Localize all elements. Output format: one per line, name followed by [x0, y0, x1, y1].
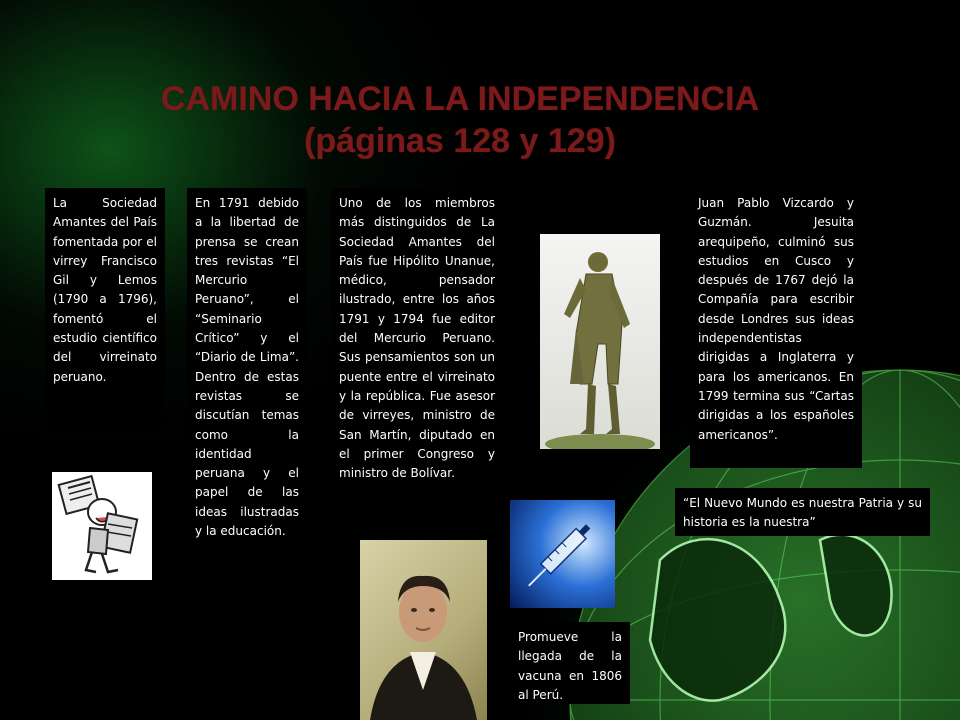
title-line-1: CAMINO HACIA LA INDEPENDENCIA [160, 80, 760, 118]
vaccine-image [510, 500, 615, 608]
syringe-icon [510, 500, 615, 608]
quote-box: “El Nuevo Mundo es nuestra Patria y su historia es la nuestra” [675, 488, 930, 536]
title-line-2: (páginas 128 y 129) [304, 122, 616, 160]
text-box-unanue: Uno de los miembros más distinguidos de La Sociedad Amantes del País fue Hipólito Unanue, médico, pensador ilustrado, entre los años 1791 y 1794 fue editor del Mercurio Peruano. Sus pensamientos son un puente entre el virreinato y la república. Fue asesor de virreyes, ministro de San Martín, diputado en el primer Congreso y ministro de Bolívar. [331, 188, 503, 524]
portrait-image [360, 540, 487, 720]
text-box-vizcardo: Juan Pablo Vizcardo y Guzmán. Jesuita arequipeño, culminó sus estudios en Cusco y después de 1767 dejó la Compañía para escribir desde Londres sus ideas independentistas dirigidas a Inglaterra y para los americanos. En 1799 termina sus “Cartas dirigidas a los españoles americanos”. [690, 188, 862, 468]
statue-image [540, 234, 660, 449]
newspaper-reader-image [52, 472, 152, 580]
text-box-vacuna: Promueve la llegada de la vacuna en 1806 al Perú. [510, 622, 630, 704]
newspaper-reader-icon [52, 472, 152, 580]
portrait-unanue [360, 540, 487, 720]
text-box-sociedad: La Sociedad Amantes del País fomentada por el virrey Francisco Gil y Lemos (1790 a 1796), fomentó el estudio científico del virreinato peruano. [45, 188, 165, 430]
text-box-prensa: En 1791 debido a la libertad de prensa se crean tres revistas “El Mercurio Peruano”, el “Seminario Crítico” y el “Diario de Lima”. Dentro de estas revistas se discutían temas como la identidad peruana y el papel de las ideas ilustradas y la educación. [187, 188, 307, 579]
statue-figure [540, 234, 660, 449]
slide-title [0, 78, 920, 162]
